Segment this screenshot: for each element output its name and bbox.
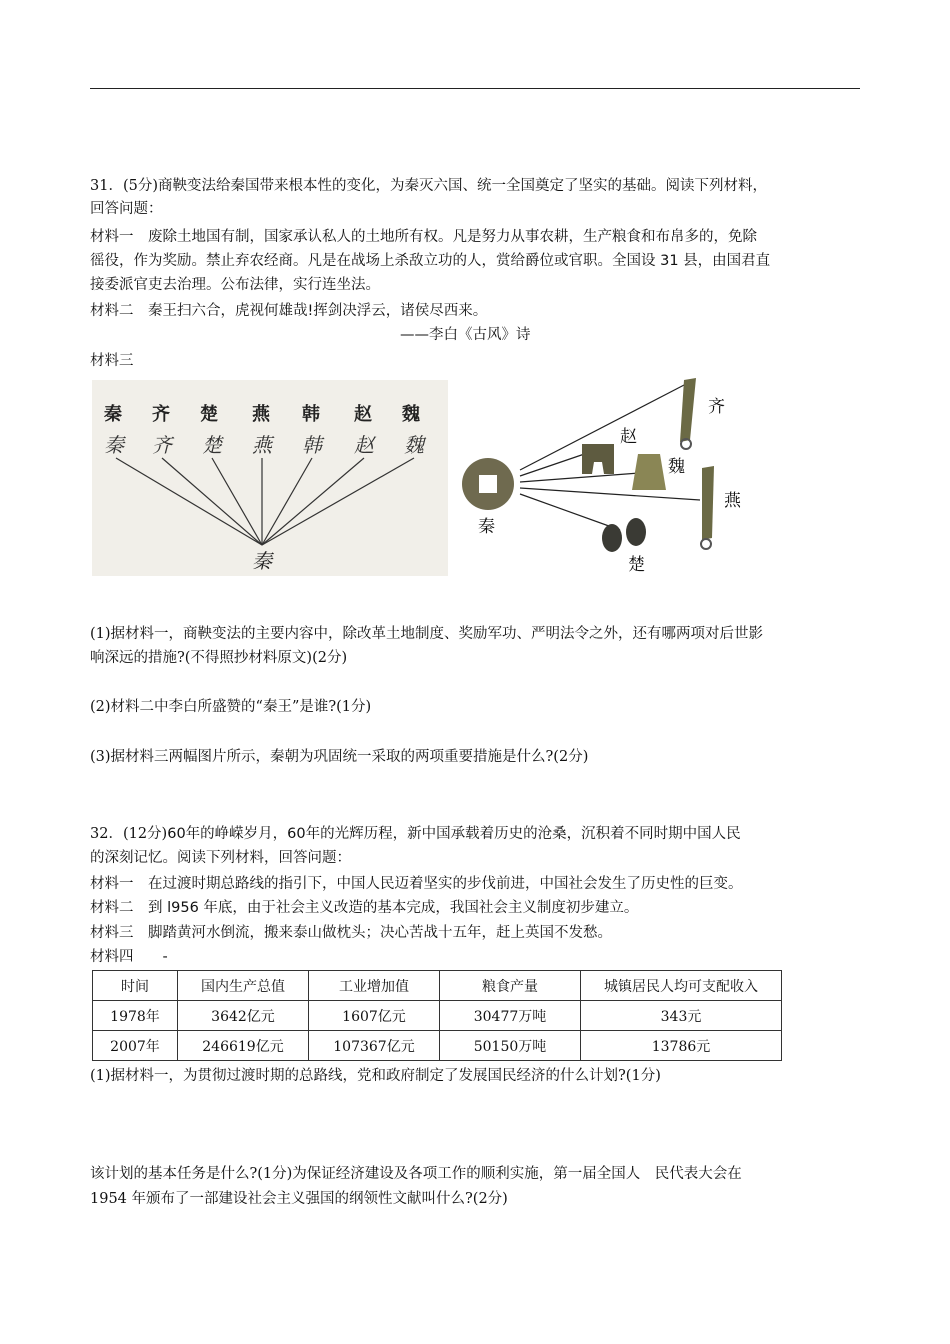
state-name-yan: 燕 <box>252 404 270 425</box>
q31-material-3-label: 材料三 <box>90 353 134 369</box>
table-header-cell: 国内生产总值 <box>178 971 309 1001</box>
label-chu: 楚 <box>628 555 645 575</box>
label-qi: 齐 <box>708 397 725 417</box>
spade-coin-zhao <box>582 444 614 474</box>
q32-intro-text: 60年的峥嵘岁月，60年的光辉历程，新中国承载着历史的沧桑，沉积着不同时期中国人民 <box>167 826 741 842</box>
table-row <box>93 1031 782 1061</box>
table-cell: 2007年 <box>93 1031 178 1061</box>
table-cell: 50150万吨 <box>440 1031 581 1061</box>
table-header-cell: 时间 <box>93 971 178 1001</box>
q32-intro2b: 阅读下列材料，回答问题： <box>177 850 351 866</box>
q31-subquestion-1-line1: (1)据材料一，商鞅变法的主要内容中，除改革土地制度、奖励军功、严明法令之外，还有哪两项对后世影 <box>90 626 764 642</box>
ancient-script-qi: 齐 <box>152 433 172 457</box>
ancient-script-zhao: 赵 <box>354 433 374 457</box>
q32-material-3: 材料三 脚踏黄河水倒流，搬来泰山做枕头；决心苦战十五年，赶上英国不发愁。 <box>90 925 612 941</box>
q32-material-1: 材料一 在过渡时期总路线的指引下，中国人民迈着坚实的步伐前进，中国社会发生了历史性的巨变。 <box>90 876 743 892</box>
q31-subquestion-1-line2: 响深远的措施?(不得照抄材料原文)(2分) <box>90 650 348 666</box>
q32-subquestion-1: (1)据材料一，为贯彻过渡时期的总路线，党和政府制定了发展国民经济的什么计划?(1分) <box>90 1068 661 1084</box>
state-name-han: 韩 <box>302 404 320 425</box>
table-header-cell: 工业增加值 <box>309 971 440 1001</box>
state-name-chu: 楚 <box>200 404 218 425</box>
q31-intro-line2: 回答问题： <box>90 201 163 217</box>
spade-coin-wei <box>632 454 666 490</box>
economic-data-table <box>92 970 782 1061</box>
ban-liang-coin <box>462 458 514 510</box>
q32-subquestion-2-line1: 该计划的基本任务是什么?(1分)为保证经济建设及各项工作的顺利实施，第一届全国人 民代表大会在 <box>90 1166 742 1182</box>
unified-script-qin: 秦 <box>252 549 272 573</box>
ancient-script-yan: 燕 <box>252 433 272 457</box>
table-header-cell: 城镇居民人均可支配收入 <box>581 971 782 1001</box>
q31-subquestion-3: (3)据材料三两幅图片所示，秦朝为巩固统一采取的两项重要措施是什么?(2分) <box>90 749 589 765</box>
q32-intro-line2 <box>90 846 862 870</box>
table-cell: 3642亿元 <box>178 1001 309 1031</box>
q31-intro: 31．(5分)商鞅变法给秦国带来根本性的变化，为秦灭六国、统一全国奠定了坚实的基础。阅读下列材料， <box>90 178 767 194</box>
q32-number: 32．(12分) <box>90 826 168 842</box>
q31-material-1-line1: 材料一 废除土地国有制，国家承认私人的土地所有权。凡是努力从事农耕，生产粮食和布帛多的，免除 <box>90 229 757 245</box>
q32-subquestion-2-line2: 1954 年颁布了一部建设社会主义强国的纲领性文献叫什么?(2分) <box>90 1191 508 1207</box>
table-header-row <box>93 971 782 1001</box>
table-cell: 1978年 <box>93 1001 178 1031</box>
q31-material-1-line2: 徭役，作为奖励。禁止弃农经商。凡是在战场上杀敌立功的人，赏给爵位或官职。全国设 31 县，由国君直 <box>90 253 771 269</box>
table-cell: 343元 <box>581 1001 782 1031</box>
state-name-wei: 魏 <box>402 404 420 425</box>
state-name-zhao: 赵 <box>354 404 372 425</box>
knife-coin-yan <box>701 466 714 549</box>
header-rule <box>90 88 860 89</box>
ant-nose-coin-1 <box>602 524 622 552</box>
table-cell: 107367亿元 <box>309 1031 440 1061</box>
q31-material-1-line3: 接委派官吏去治理。公布法律，实行连坐法。 <box>90 277 380 293</box>
q32-material-4-label: 材料四 - <box>90 949 168 965</box>
table-cell: 30477万吨 <box>440 1001 581 1031</box>
label-yan: 燕 <box>724 491 741 511</box>
q32-intro <box>90 822 862 846</box>
ancient-script-chu: 楚 <box>202 433 222 457</box>
label-wei: 魏 <box>668 457 685 477</box>
q31-material-2-source: ——李白《古风》诗 <box>400 327 531 343</box>
table-cell: 1607亿元 <box>309 1001 440 1031</box>
state-name-qi: 齐 <box>152 404 170 425</box>
q31-subquestion-2: (2)材料二中李白所盛赞的“秦王”是谁?(1分) <box>90 699 372 715</box>
q32-intro2a: 的深刻记忆。 <box>90 850 177 866</box>
state-name-qin: 秦 <box>104 404 122 425</box>
q31-material-2: 材料二 秦王扫六合，虎视何雄哉!挥剑决浮云，诸侯尽西来。 <box>90 303 488 319</box>
label-zhao: 赵 <box>620 427 637 447</box>
ant-nose-coin-2 <box>626 518 646 546</box>
table-cell: 13786元 <box>581 1031 782 1061</box>
table-header-cell: 粮食产量 <box>440 971 581 1001</box>
ancient-script-wei: 魏 <box>404 433 424 457</box>
table-row <box>93 1001 782 1031</box>
knife-coin-qi <box>680 378 696 449</box>
script-unification-figure <box>92 380 448 576</box>
ancient-script-qin: 秦 <box>104 433 124 457</box>
currency-unification-figure <box>452 372 792 578</box>
label-qin: 秦 <box>478 517 495 537</box>
q32-material-2: 材料二 到 l956 年底，由于社会主义改造的基本完成，我国社会主义制度初步建立。 <box>90 900 639 916</box>
table-cell: 246619亿元 <box>178 1031 309 1061</box>
ancient-script-han: 韩 <box>302 433 322 457</box>
